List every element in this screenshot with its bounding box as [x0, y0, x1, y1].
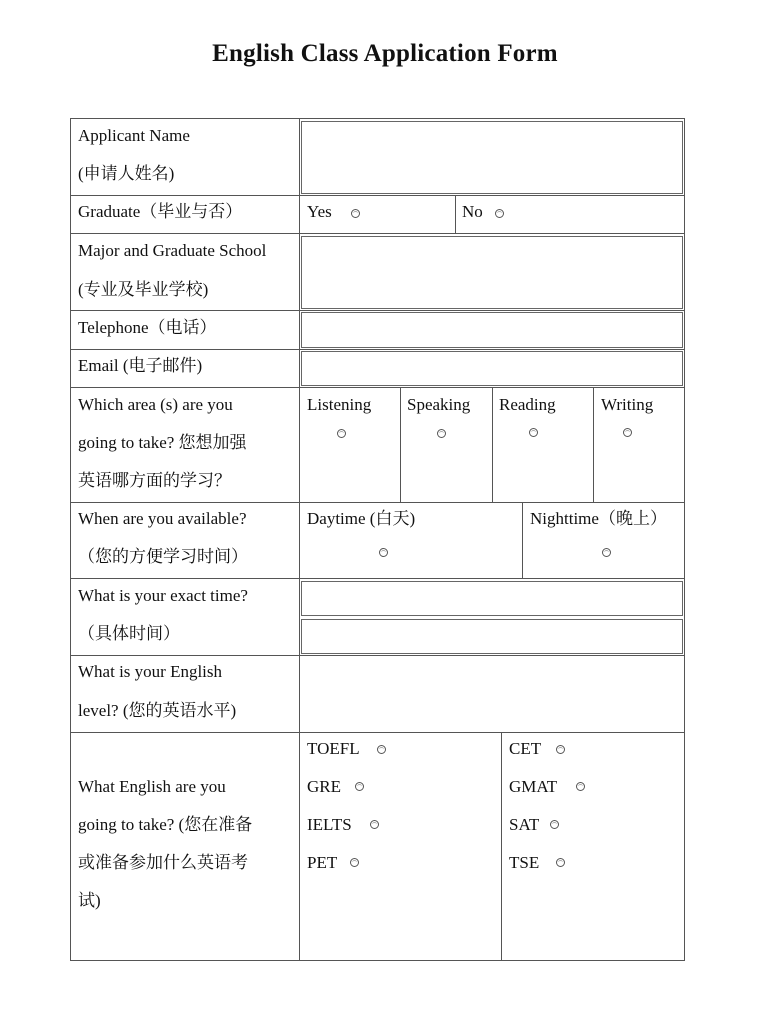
column-divider	[455, 195, 456, 233]
telephone-input[interactable]	[301, 312, 683, 348]
level-question: What is your English	[78, 662, 223, 681]
toefl-radio[interactable]	[377, 745, 386, 754]
graduate-yes-label: Yes	[307, 202, 332, 221]
pet-radio[interactable]	[350, 858, 359, 867]
gmat-label: GMAT	[509, 777, 558, 796]
toefl-label: TOEFL	[307, 739, 360, 758]
exam-question-line1: What English are you	[78, 777, 226, 796]
level-question-cn: level? (您的英语水平)	[78, 701, 237, 720]
column-divider	[501, 732, 502, 961]
ielts-radio[interactable]	[370, 820, 379, 829]
nighttime-radio[interactable]	[602, 548, 611, 557]
cet-label: CET	[509, 739, 542, 758]
row-divider	[70, 233, 685, 234]
area-question-line1: Which area (s) are you	[78, 395, 233, 414]
column-divider	[593, 387, 594, 502]
writing-label: Writing	[601, 395, 654, 414]
major-school-input[interactable]	[301, 236, 683, 309]
gre-radio[interactable]	[355, 782, 364, 791]
row-divider	[70, 655, 685, 656]
tse-radio[interactable]	[556, 858, 565, 867]
speaking-radio[interactable]	[437, 429, 446, 438]
area-question-line2: going to take? 您想加强	[78, 433, 247, 452]
row-divider	[70, 195, 685, 196]
applicant-name-label-cn: (申请人姓名)	[78, 164, 175, 183]
telephone-label: Telephone（电话）	[78, 318, 217, 337]
column-divider	[492, 387, 493, 502]
sat-label: SAT	[509, 815, 540, 834]
gre-label: GRE	[307, 777, 341, 796]
exact-time-input-1[interactable]	[301, 581, 683, 616]
sat-radio[interactable]	[550, 820, 559, 829]
applicant-name-input[interactable]	[301, 121, 683, 194]
row-divider	[70, 349, 685, 350]
ielts-label: IELTS	[307, 815, 352, 834]
writing-radio[interactable]	[623, 428, 632, 437]
row-divider	[70, 502, 685, 503]
column-divider	[299, 118, 300, 961]
exact-time-question: What is your exact time?	[78, 586, 248, 605]
column-divider	[522, 502, 523, 578]
email-label: Email (电子邮件)	[78, 356, 203, 375]
major-label-cn: (专业及毕业学校)	[78, 280, 209, 299]
daytime-radio[interactable]	[379, 548, 388, 557]
exam-question-line2: going to take? (您在准备	[78, 815, 253, 834]
daytime-label: Daytime (白天)	[307, 509, 416, 528]
reading-radio[interactable]	[529, 428, 538, 437]
nighttime-label: Nighttime（晚上）	[530, 509, 667, 528]
tse-label: TSE	[509, 853, 540, 872]
availability-question: When are you available?	[78, 509, 247, 528]
listening-radio[interactable]	[337, 429, 346, 438]
speaking-label: Speaking	[407, 395, 471, 414]
pet-label: PET	[307, 853, 338, 872]
email-input[interactable]	[301, 351, 683, 386]
graduate-label: Graduate（毕业与否）	[78, 202, 243, 221]
row-divider	[70, 732, 685, 733]
graduate-yes-radio[interactable]	[351, 209, 360, 218]
availability-question-cn: （您的方便学习时间）	[78, 547, 248, 566]
exam-question-line3: 或准备参加什么英语考	[78, 853, 248, 872]
listening-label: Listening	[307, 395, 372, 414]
major-label: Major and Graduate School	[78, 241, 267, 260]
gmat-radio[interactable]	[576, 782, 585, 791]
column-divider	[400, 387, 401, 502]
applicant-name-label: Applicant Name	[78, 126, 190, 145]
exam-question-line4: 试)	[78, 891, 101, 910]
row-divider	[70, 310, 685, 311]
form-title: English Class Application Form	[212, 40, 558, 67]
graduate-no-label: No	[462, 202, 483, 221]
area-question-line3: 英语哪方面的学习？	[78, 471, 231, 490]
reading-label: Reading	[499, 395, 556, 414]
exact-time-input-2[interactable]	[301, 619, 683, 654]
graduate-no-radio[interactable]	[495, 209, 504, 218]
exact-time-question-cn: （具体时间）	[78, 624, 180, 643]
row-divider	[70, 578, 685, 579]
cet-radio[interactable]	[556, 745, 565, 754]
